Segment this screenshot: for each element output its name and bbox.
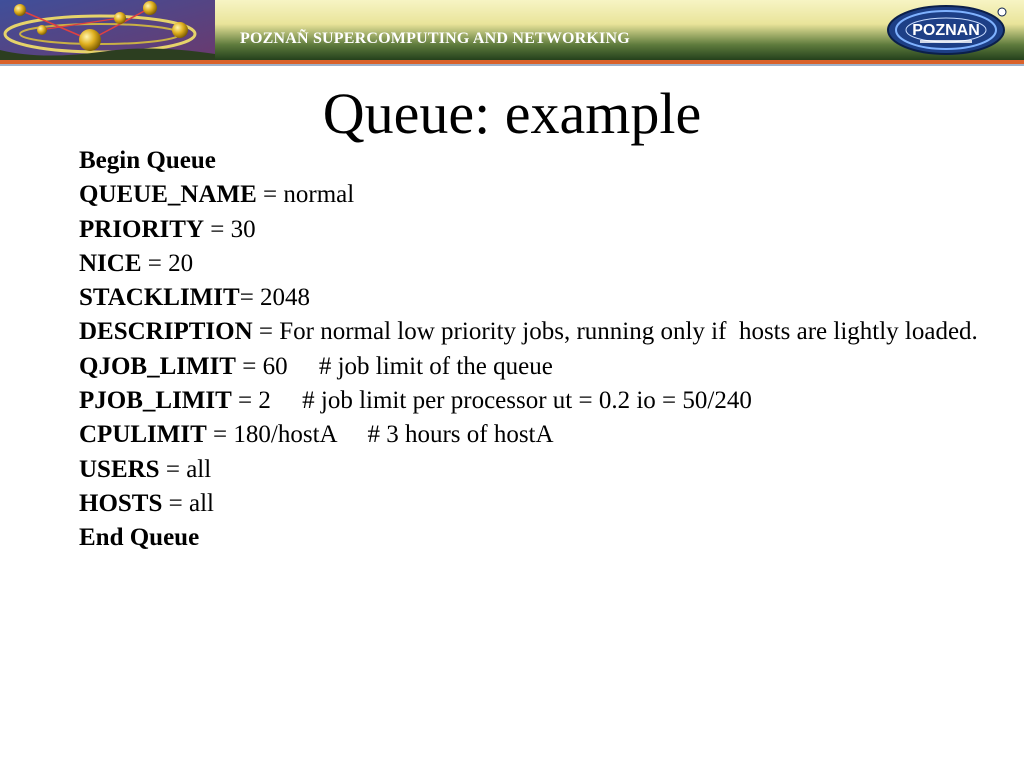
header-rule-secondary — [0, 64, 1024, 66]
config-line — [79, 386, 979, 416]
config-key: NICE — [79, 249, 142, 277]
slide-title: Queue: example — [322, 81, 702, 146]
config-value: = 30 — [204, 215, 256, 243]
config-line — [79, 352, 979, 382]
config-key: QUEUE_NAME — [79, 181, 257, 209]
organization-name: POZNAÑ SUPERCOMPUTING AND NETWORKING — [240, 30, 630, 47]
config-key: STACKLIMIT — [79, 284, 240, 312]
config-key: PJOB_LIMIT — [79, 387, 232, 415]
config-key: CPULIMIT — [79, 421, 207, 449]
config-key: PRIORITY — [79, 215, 205, 243]
config-line — [79, 180, 979, 210]
svg-text:POZNAN: POZNAN — [912, 22, 980, 39]
config-key: DESCRIPTION — [79, 318, 253, 346]
config-line — [79, 283, 979, 313]
config-line — [79, 420, 979, 450]
config-value: = 2048 — [239, 284, 311, 312]
config-line — [79, 489, 979, 519]
config-line — [79, 249, 979, 279]
config-line — [79, 455, 979, 485]
config-value: = normal — [256, 181, 355, 209]
config-value: = 180/hostA # 3 hours of hostA — [206, 421, 554, 449]
orbit-graphic-icon — [0, 0, 215, 60]
config-value: = 2 # job limit per processor ut = 0.2 io = 50/240 — [231, 387, 752, 415]
config-value: = 20 — [141, 249, 194, 277]
config-line — [79, 523, 979, 553]
config-value: = all — [162, 489, 214, 517]
config-value: = all — [159, 455, 212, 483]
config-key: USERS — [79, 455, 160, 483]
config-line — [79, 215, 979, 245]
config-value: = For normal low priority jobs, running only if hosts are lightly loaded. — [252, 318, 978, 346]
config-key: End Queue — [79, 524, 200, 552]
config-line — [79, 317, 979, 347]
config-key: QJOB_LIMIT — [79, 352, 236, 380]
config-line — [79, 146, 979, 176]
poznan-logo-icon — [884, 2, 1014, 58]
header-banner — [0, 0, 1024, 60]
config-listing — [79, 146, 979, 558]
config-key: HOSTS — [79, 489, 163, 517]
config-key: Begin Queue — [79, 147, 216, 174]
config-value: = 60 # job limit of the queue — [235, 352, 553, 380]
